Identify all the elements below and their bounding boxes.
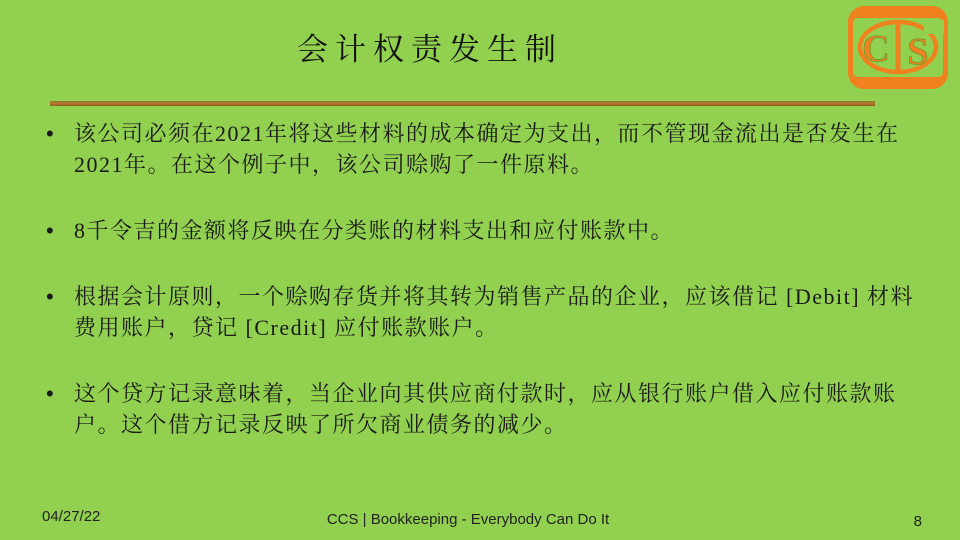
footer-center-text: CCS | Bookkeeping - Everybody Can Do It bbox=[326, 511, 610, 528]
bullet-list bbox=[44, 118, 920, 475]
bullet-marker: • bbox=[46, 218, 56, 243]
bullet-text: 该公司必须在2021年将这些材料的成本确定为支出，而不管现金流出是否发生在2021年。在这个例子中，该公司赊购了一件原料。 bbox=[74, 121, 900, 177]
page-number: 8 bbox=[913, 513, 922, 530]
slide-footer bbox=[0, 496, 960, 540]
title-divider-line bbox=[50, 101, 875, 106]
bullet-text: 这个贷方记录意味着，当企业向其供应商付款时，应从银行账户借入应付账款账户。这个借方记录反映了所欠商业债务的减少。 bbox=[74, 381, 897, 437]
ccs-logo-icon bbox=[848, 6, 948, 89]
logo-letter-c: C bbox=[862, 28, 890, 70]
bullet-item bbox=[44, 215, 920, 246]
logo-letter-s: S bbox=[907, 31, 929, 73]
bullet-marker: • bbox=[46, 284, 56, 309]
bullet-item bbox=[44, 378, 920, 440]
bullet-text: 8千令吉的金额将反映在分类账的材料支出和应付账款中。 bbox=[74, 218, 675, 243]
bullet-marker: • bbox=[46, 381, 56, 406]
bullet-text: 根据会计原则，一个赊购存货并将其转为销售产品的企业，应该借记 [Debit] 材料费用账户，贷记 [Credit] 应付账款账户。 bbox=[74, 284, 915, 340]
logo-center-bar bbox=[896, 21, 901, 73]
footer-date: 04/27/22 bbox=[42, 508, 101, 525]
bullet-item bbox=[44, 118, 920, 180]
slide-title: 会计权责发生制 bbox=[297, 32, 563, 67]
bullet-marker: • bbox=[46, 121, 56, 146]
bullet-item bbox=[44, 281, 920, 343]
